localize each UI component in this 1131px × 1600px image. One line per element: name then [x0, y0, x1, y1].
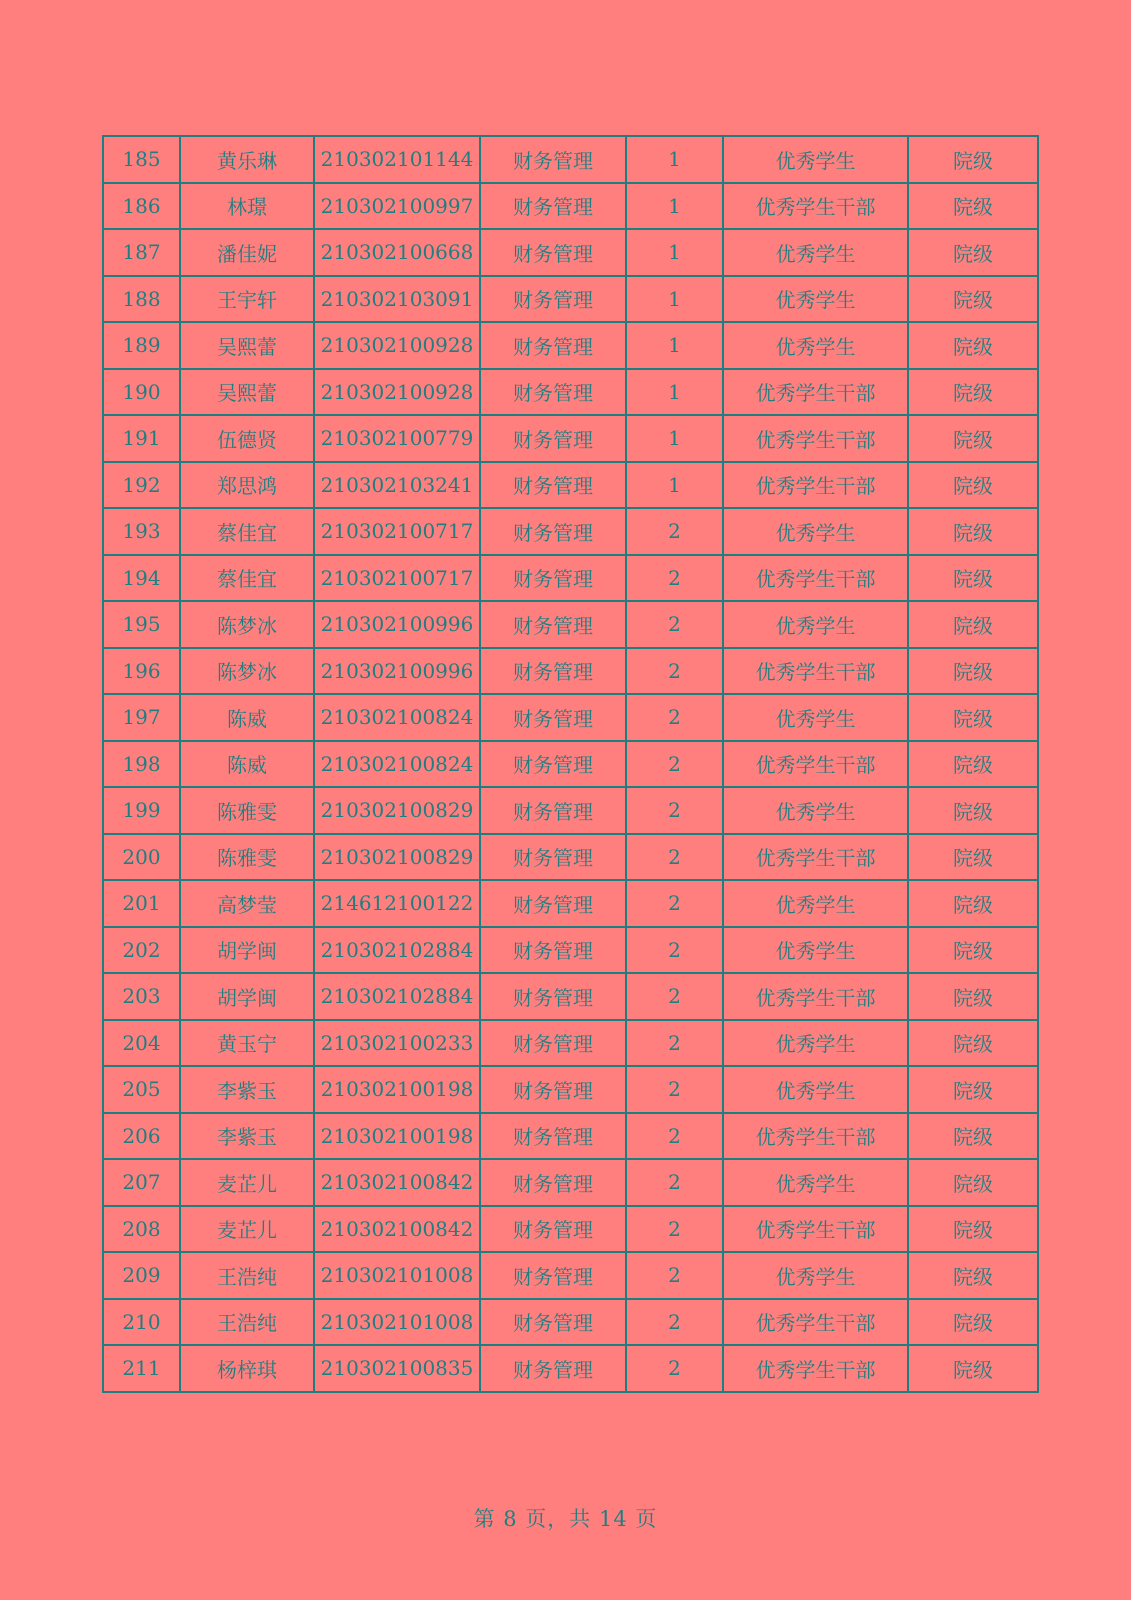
seq-cell: 206	[103, 1113, 180, 1160]
name-cell: 陈雅雯	[180, 787, 314, 834]
name-cell: 吴熙蕾	[180, 369, 314, 416]
award-cell: 优秀学生	[723, 229, 908, 276]
table-row	[103, 834, 1038, 881]
class-cell: 2	[626, 555, 723, 602]
name-cell: 陈威	[180, 694, 314, 741]
major-cell: 财务管理	[480, 694, 626, 741]
level-cell: 院级	[908, 1159, 1038, 1206]
award-cell: 优秀学生干部	[723, 369, 908, 416]
name-cell: 高梦莹	[180, 880, 314, 927]
class-cell: 2	[626, 508, 723, 555]
student-id-cell: 210302100198	[314, 1066, 480, 1113]
seq-cell: 211	[103, 1345, 180, 1392]
table-row	[103, 601, 1038, 648]
level-cell: 院级	[908, 1113, 1038, 1160]
level-cell: 院级	[908, 136, 1038, 183]
seq-cell: 210	[103, 1299, 180, 1346]
class-cell: 2	[626, 1066, 723, 1113]
seq-cell: 202	[103, 927, 180, 974]
seq-cell: 196	[103, 648, 180, 695]
level-cell: 院级	[908, 322, 1038, 369]
seq-cell: 201	[103, 880, 180, 927]
major-cell: 财务管理	[480, 834, 626, 881]
class-cell: 2	[626, 1299, 723, 1346]
table-row	[103, 1252, 1038, 1299]
student-id-cell: 210302100829	[314, 787, 480, 834]
level-cell: 院级	[908, 601, 1038, 648]
major-cell: 财务管理	[480, 1113, 626, 1160]
major-cell: 财务管理	[480, 1020, 626, 1067]
table-row	[103, 694, 1038, 741]
table-row	[103, 1113, 1038, 1160]
class-cell: 2	[626, 1252, 723, 1299]
student-id-cell: 210302102884	[314, 927, 480, 974]
table-row	[103, 880, 1038, 927]
award-roster-body	[103, 136, 1038, 1392]
name-cell: 王浩纯	[180, 1252, 314, 1299]
table-row	[103, 183, 1038, 230]
award-cell: 优秀学生干部	[723, 415, 908, 462]
name-cell: 李紫玉	[180, 1066, 314, 1113]
table-row	[103, 1066, 1038, 1113]
seq-cell: 197	[103, 694, 180, 741]
name-cell: 伍德贤	[180, 415, 314, 462]
name-cell: 胡学闽	[180, 973, 314, 1020]
award-cell: 优秀学生	[723, 694, 908, 741]
class-cell: 1	[626, 229, 723, 276]
award-cell: 优秀学生干部	[723, 834, 908, 881]
table-row	[103, 462, 1038, 509]
major-cell: 财务管理	[480, 1252, 626, 1299]
seq-cell: 194	[103, 555, 180, 602]
name-cell: 陈威	[180, 741, 314, 788]
major-cell: 财务管理	[480, 322, 626, 369]
name-cell: 李紫玉	[180, 1113, 314, 1160]
class-cell: 1	[626, 415, 723, 462]
class-cell: 1	[626, 276, 723, 323]
table-row	[103, 741, 1038, 788]
student-id-cell: 210302100997	[314, 183, 480, 230]
student-id-cell: 210302100842	[314, 1206, 480, 1253]
table-row	[103, 1206, 1038, 1253]
table-row	[103, 508, 1038, 555]
student-id-cell: 210302100829	[314, 834, 480, 881]
student-id-cell: 210302100233	[314, 1020, 480, 1067]
level-cell: 院级	[908, 1020, 1038, 1067]
student-id-cell: 214612100122	[314, 880, 480, 927]
class-cell: 2	[626, 1206, 723, 1253]
name-cell: 黄乐琳	[180, 136, 314, 183]
major-cell: 财务管理	[480, 601, 626, 648]
student-id-cell: 210302100996	[314, 648, 480, 695]
major-cell: 财务管理	[480, 973, 626, 1020]
student-id-cell: 210302100928	[314, 322, 480, 369]
level-cell: 院级	[908, 1206, 1038, 1253]
class-cell: 1	[626, 136, 723, 183]
award-cell: 优秀学生	[723, 1020, 908, 1067]
level-cell: 院级	[908, 462, 1038, 509]
seq-cell: 204	[103, 1020, 180, 1067]
level-cell: 院级	[908, 229, 1038, 276]
level-cell: 院级	[908, 1252, 1038, 1299]
level-cell: 院级	[908, 927, 1038, 974]
class-cell: 1	[626, 462, 723, 509]
name-cell: 麦芷儿	[180, 1159, 314, 1206]
award-cell: 优秀学生干部	[723, 648, 908, 695]
class-cell: 1	[626, 322, 723, 369]
seq-cell: 190	[103, 369, 180, 416]
name-cell: 黄玉宁	[180, 1020, 314, 1067]
level-cell: 院级	[908, 1345, 1038, 1392]
class-cell: 2	[626, 787, 723, 834]
name-cell: 陈梦冰	[180, 601, 314, 648]
seq-cell: 200	[103, 834, 180, 881]
student-id-cell: 210302100842	[314, 1159, 480, 1206]
major-cell: 财务管理	[480, 276, 626, 323]
seq-cell: 195	[103, 601, 180, 648]
major-cell: 财务管理	[480, 1345, 626, 1392]
name-cell: 潘佳妮	[180, 229, 314, 276]
name-cell: 吴熙蕾	[180, 322, 314, 369]
level-cell: 院级	[908, 1299, 1038, 1346]
page-footer: 第 8 页，共 14 页	[473, 1507, 658, 1531]
major-cell: 财务管理	[480, 369, 626, 416]
seq-cell: 193	[103, 508, 180, 555]
award-cell: 优秀学生干部	[723, 1299, 908, 1346]
award-cell: 优秀学生	[723, 601, 908, 648]
major-cell: 财务管理	[480, 1206, 626, 1253]
table-row	[103, 1345, 1038, 1392]
award-cell: 优秀学生干部	[723, 973, 908, 1020]
major-cell: 财务管理	[480, 1299, 626, 1346]
major-cell: 财务管理	[480, 1066, 626, 1113]
major-cell: 财务管理	[480, 648, 626, 695]
student-id-cell: 210302100824	[314, 694, 480, 741]
level-cell: 院级	[908, 880, 1038, 927]
class-cell: 2	[626, 648, 723, 695]
table-row	[103, 369, 1038, 416]
table-row	[103, 415, 1038, 462]
level-cell: 院级	[908, 555, 1038, 602]
award-cell: 优秀学生干部	[723, 1113, 908, 1160]
award-cell: 优秀学生干部	[723, 1345, 908, 1392]
table-row	[103, 787, 1038, 834]
seq-cell: 203	[103, 973, 180, 1020]
seq-cell: 187	[103, 229, 180, 276]
award-cell: 优秀学生	[723, 880, 908, 927]
table-row	[103, 229, 1038, 276]
seq-cell: 192	[103, 462, 180, 509]
table-row	[103, 136, 1038, 183]
seq-cell: 188	[103, 276, 180, 323]
student-id-cell: 210302103241	[314, 462, 480, 509]
class-cell: 2	[626, 973, 723, 1020]
class-cell: 2	[626, 1020, 723, 1067]
award-cell: 优秀学生	[723, 1066, 908, 1113]
award-cell: 优秀学生干部	[723, 462, 908, 509]
class-cell: 2	[626, 927, 723, 974]
student-id-cell: 210302101008	[314, 1299, 480, 1346]
class-cell: 2	[626, 880, 723, 927]
name-cell: 蔡佳宜	[180, 555, 314, 602]
class-cell: 2	[626, 1345, 723, 1392]
level-cell: 院级	[908, 834, 1038, 881]
major-cell: 财务管理	[480, 880, 626, 927]
seq-cell: 208	[103, 1206, 180, 1253]
name-cell: 王浩纯	[180, 1299, 314, 1346]
level-cell: 院级	[908, 1066, 1038, 1113]
award-roster-table	[102, 135, 1039, 1393]
table-row	[103, 1020, 1038, 1067]
major-cell: 财务管理	[480, 136, 626, 183]
student-id-cell: 210302100824	[314, 741, 480, 788]
class-cell: 2	[626, 694, 723, 741]
class-cell: 2	[626, 834, 723, 881]
level-cell: 院级	[908, 276, 1038, 323]
award-cell: 优秀学生干部	[723, 183, 908, 230]
student-id-cell: 210302100928	[314, 369, 480, 416]
award-cell: 优秀学生	[723, 136, 908, 183]
level-cell: 院级	[908, 973, 1038, 1020]
name-cell: 杨梓琪	[180, 1345, 314, 1392]
student-id-cell: 210302100717	[314, 555, 480, 602]
table-row	[103, 555, 1038, 602]
name-cell: 麦芷儿	[180, 1206, 314, 1253]
class-cell: 1	[626, 183, 723, 230]
table-row	[103, 1159, 1038, 1206]
major-cell: 财务管理	[480, 927, 626, 974]
seq-cell: 191	[103, 415, 180, 462]
student-id-cell: 210302100996	[314, 601, 480, 648]
major-cell: 财务管理	[480, 787, 626, 834]
level-cell: 院级	[908, 648, 1038, 695]
name-cell: 王宇轩	[180, 276, 314, 323]
award-cell: 优秀学生	[723, 927, 908, 974]
student-id-cell: 210302100835	[314, 1345, 480, 1392]
class-cell: 2	[626, 601, 723, 648]
class-cell: 2	[626, 1113, 723, 1160]
major-cell: 财务管理	[480, 508, 626, 555]
major-cell: 财务管理	[480, 229, 626, 276]
student-id-cell: 210302101008	[314, 1252, 480, 1299]
student-id-cell: 210302100668	[314, 229, 480, 276]
award-cell: 优秀学生干部	[723, 741, 908, 788]
name-cell: 蔡佳宜	[180, 508, 314, 555]
student-id-cell: 210302100198	[314, 1113, 480, 1160]
level-cell: 院级	[908, 369, 1038, 416]
student-id-cell: 210302102884	[314, 973, 480, 1020]
seq-cell: 199	[103, 787, 180, 834]
major-cell: 财务管理	[480, 741, 626, 788]
name-cell: 胡学闽	[180, 927, 314, 974]
table-row	[103, 322, 1038, 369]
seq-cell: 205	[103, 1066, 180, 1113]
table-row	[103, 973, 1038, 1020]
student-id-cell: 210302100717	[314, 508, 480, 555]
award-cell: 优秀学生干部	[723, 1206, 908, 1253]
award-cell: 优秀学生	[723, 1159, 908, 1206]
seq-cell: 198	[103, 741, 180, 788]
student-id-cell: 210302103091	[314, 276, 480, 323]
student-id-cell: 210302100779	[314, 415, 480, 462]
level-cell: 院级	[908, 694, 1038, 741]
award-cell: 优秀学生	[723, 322, 908, 369]
level-cell: 院级	[908, 183, 1038, 230]
level-cell: 院级	[908, 415, 1038, 462]
major-cell: 财务管理	[480, 1159, 626, 1206]
name-cell: 陈梦冰	[180, 648, 314, 695]
level-cell: 院级	[908, 787, 1038, 834]
class-cell: 1	[626, 369, 723, 416]
table-row	[103, 648, 1038, 695]
seq-cell: 207	[103, 1159, 180, 1206]
award-cell: 优秀学生	[723, 787, 908, 834]
student-id-cell: 210302101144	[314, 136, 480, 183]
class-cell: 2	[626, 741, 723, 788]
table-row	[103, 927, 1038, 974]
seq-cell: 209	[103, 1252, 180, 1299]
name-cell: 郑思鸿	[180, 462, 314, 509]
major-cell: 财务管理	[480, 462, 626, 509]
class-cell: 2	[626, 1159, 723, 1206]
table-row	[103, 276, 1038, 323]
seq-cell: 189	[103, 322, 180, 369]
table-row	[103, 1299, 1038, 1346]
award-cell: 优秀学生	[723, 1252, 908, 1299]
level-cell: 院级	[908, 508, 1038, 555]
name-cell: 林璟	[180, 183, 314, 230]
award-cell: 优秀学生	[723, 276, 908, 323]
award-cell: 优秀学生	[723, 508, 908, 555]
major-cell: 财务管理	[480, 415, 626, 462]
seq-cell: 186	[103, 183, 180, 230]
name-cell: 陈雅雯	[180, 834, 314, 881]
level-cell: 院级	[908, 741, 1038, 788]
seq-cell: 185	[103, 136, 180, 183]
major-cell: 财务管理	[480, 555, 626, 602]
major-cell: 财务管理	[480, 183, 626, 230]
award-cell: 优秀学生干部	[723, 555, 908, 602]
